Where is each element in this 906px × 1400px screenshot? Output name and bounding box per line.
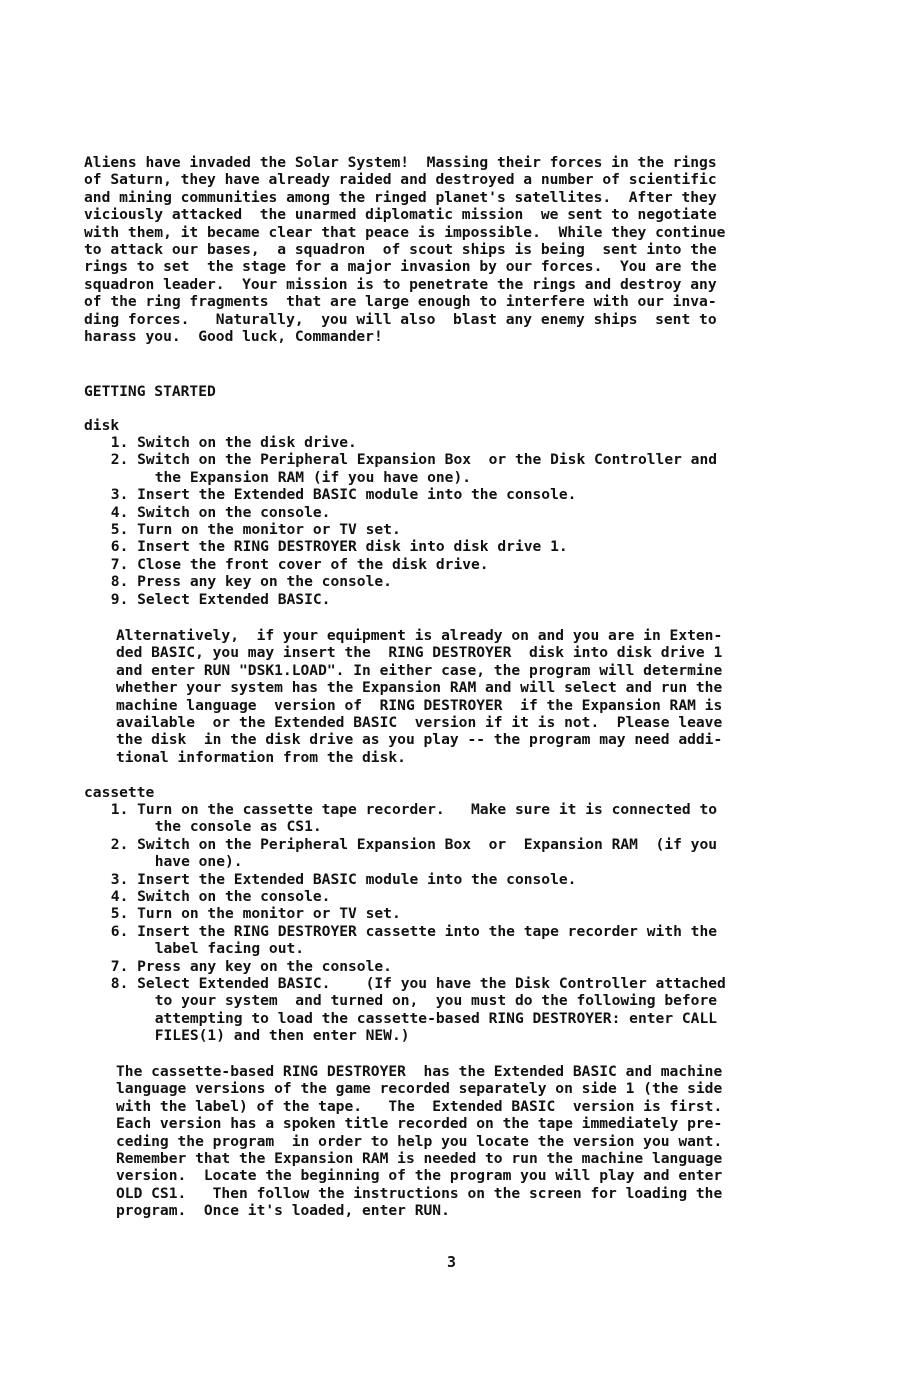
list-item: 5. Turn on the monitor or TV set. xyxy=(102,521,401,539)
list-item: 5. Turn on the monitor or TV set. xyxy=(102,905,401,923)
intro-paragraph: Aliens have invaded the Solar System! Massing their forces in the rings of Saturn, they have already raided and destroyed a number of scientific and mining communities among the ringed planet's satellites. After they viciously attacked the unarmed diplomatic mission we sent to negotiate with them, it became clear that peace is impossible. While they continue to attack our bases, a squadron of scout ships is being sent into the rings to set the stage for a major invasion by our forces. You are the squadron leader. Your mission is to penetrate the rings and destroy any of the ring fragments that are large enough to interfere with our inva- ding forces. Naturally, you will also blast any enemy ships sent to harass you. Good luck, Commander! xyxy=(84,154,726,346)
list-item: 1. Turn on the cassette tape recorder. Make sure it is connected to the console as CS1. xyxy=(110,801,718,836)
list-item: 9. Select Extended BASIC. xyxy=(102,590,331,608)
list-item: 6. Insert the RING DESTROYER disk into disk drive 1. xyxy=(102,538,568,556)
list-item: 4. Switch on the console. xyxy=(102,503,331,521)
page-number: 3 xyxy=(447,1253,457,1271)
disk-heading: disk xyxy=(84,417,120,434)
list-item: 8. Press any key on the console. xyxy=(102,573,392,591)
list-item: 3. Insert the Extended BASIC module into the console. xyxy=(102,870,577,888)
list-item: 6. Insert the RING DESTROYER cassette into the tape recorder with the label facing out. xyxy=(110,922,718,958)
cassette-note-paragraph: The cassette-based RING DESTROYER has the Extended BASIC and machine language versions of the game recorded separately on side 1 (the side with the label) of the tape. The Extended BASIC version is first. Each version has a spoken title recorded on the tape immediately pre- ceding the program in order to help you locate the version you want. Remember that the Expansion RAM is needed to run the machine language version. Locate the beginning of the program you will play and enter OLD CS1. Then follow the instructions on the screen for loading the program. Once it's loaded, enter RUN. xyxy=(116,1063,723,1220)
list-item: 8. Select Extended BASIC. (If you have the Disk Controller attached to your system and turned on, you must do the following before attempting to load the cassette-based RING DESTROYER: enter CALL FILES(1) and then enter NEW.) xyxy=(110,975,726,1045)
list-item: 7. Close the front cover of the disk drive. xyxy=(102,555,489,573)
list-item: 7. Press any key on the console. xyxy=(102,957,392,975)
disk-steps-list xyxy=(102,434,717,608)
list-item: 3. Insert the Extended BASIC module into the console. xyxy=(102,486,577,504)
list-item: 1. Switch on the disk drive. xyxy=(102,434,357,451)
cassette-heading: cassette xyxy=(84,784,155,801)
section-heading: GETTING STARTED xyxy=(84,383,216,400)
list-item: 4. Switch on the console. xyxy=(102,888,331,906)
list-item: 2. Switch on the Peripheral Expansion Box or Expansion RAM (if you have one). xyxy=(110,835,718,871)
disk-note-paragraph: Alternatively, if your equipment is already on and you are in Exten- ded BASIC, you may insert the RING DESTROYER disk into disk drive 1 and enter RUN "DSK1.LOAD". In either case, the program will determine whether your system has the Expansion RAM and will select and run the machine language version of RING DESTROYER if the Expansion RAM is available or the Extended BASIC version if it is not. Please leave the disk in the disk drive as you play -- the program may need addi- tional information from the disk. xyxy=(116,627,723,766)
cassette-steps-list xyxy=(102,801,726,1045)
list-item: 2. Switch on the Peripheral Expansion Box or the Disk Controller and the Expansion RAM (if you have one). xyxy=(110,451,718,486)
